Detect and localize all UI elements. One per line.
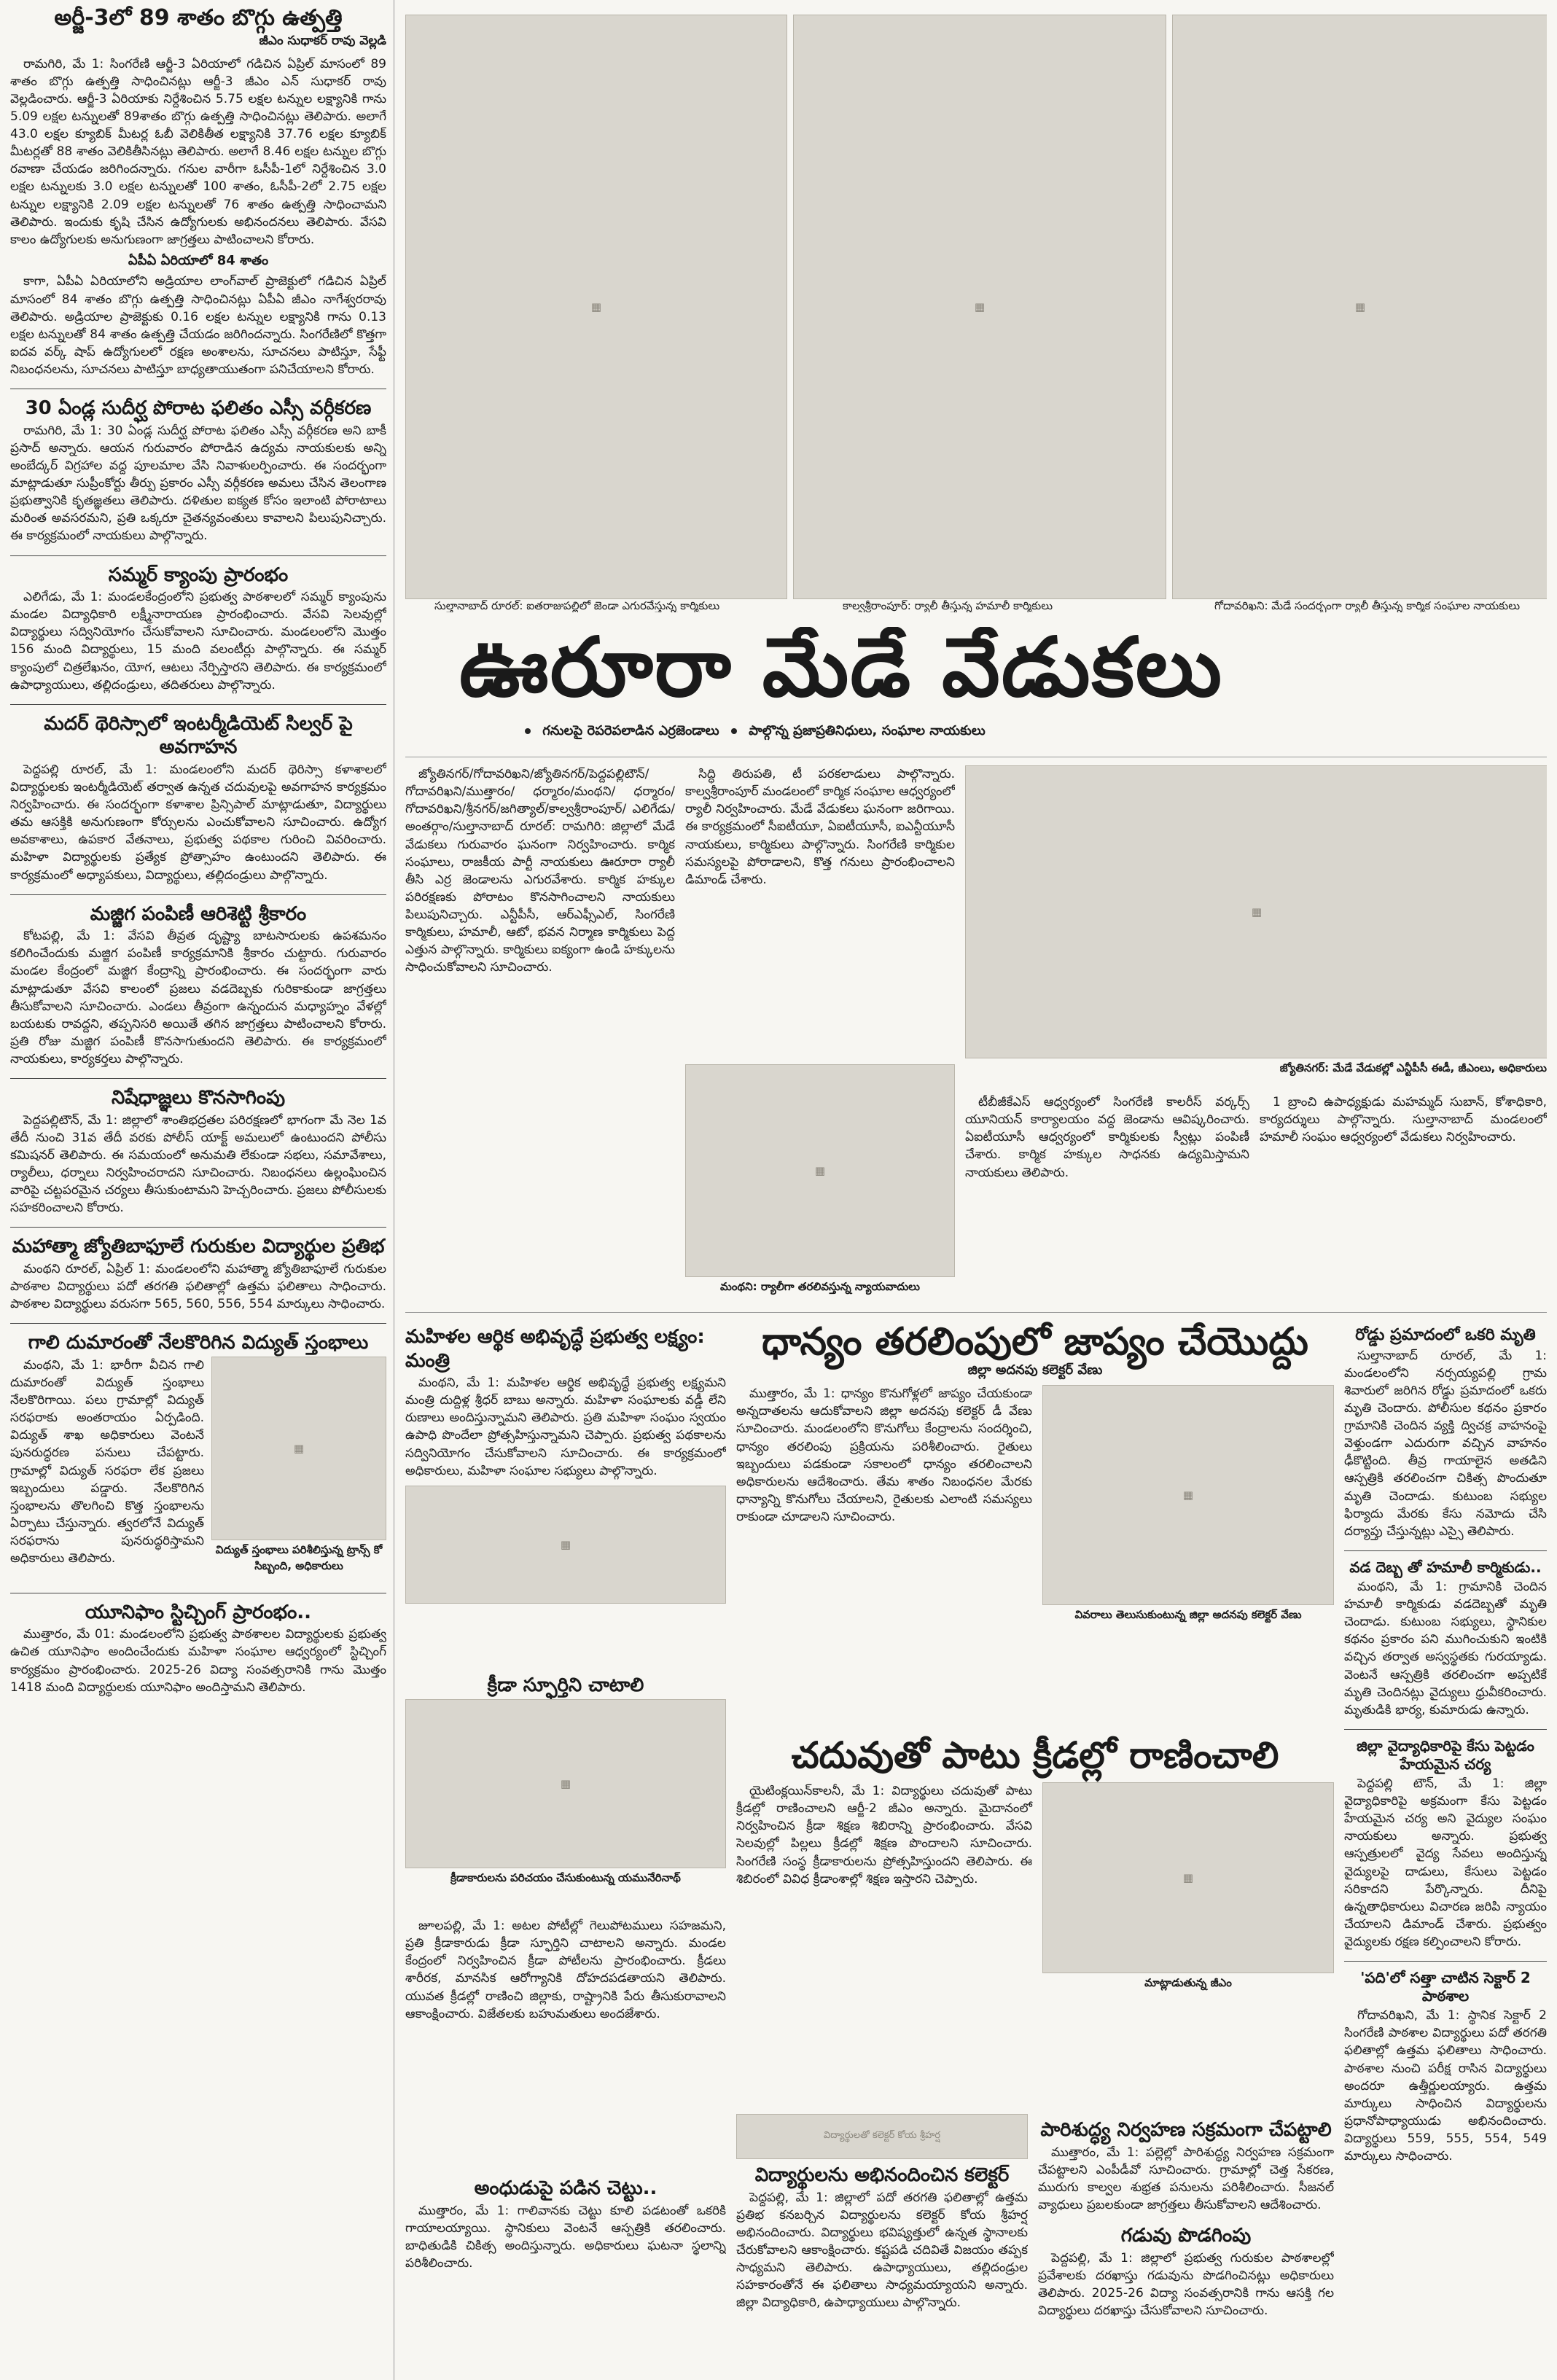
story-gurukul bbox=[10, 1235, 386, 1313]
headline: పారిశుద్ధ్య నిర్వహణ సక్రమంగా చేపట్టాలి bbox=[1040, 2119, 1332, 2141]
divider bbox=[10, 1227, 386, 1228]
byline: జిల్లా అదనపు కలెక్టర్ వేణు bbox=[967, 1362, 1103, 1378]
photo-gm-speaking: ▦ bbox=[1042, 1782, 1334, 1973]
story-women-development bbox=[405, 1321, 726, 1663]
story-road-accident bbox=[1344, 1325, 1547, 1540]
main-headline: ఊరూరా మేడే వేడుకలు bbox=[459, 627, 1224, 715]
divider bbox=[1344, 1961, 1547, 1962]
paragraph: కోటపల్లి, మే 1: వేసవి తీవ్రత దృష్ట్యా బాటసారులకు ఉపశమనం కలిగించేందుకు మజ్జిగ పంపిణీ కార్యక్రమానికి శ్రీకారం చుట్టారు. గురువారం మండల కేంద్రంలో మజ్జిగ కేంద్రాన్ని ప్రారంభించారు. ఈ సందర్భంగా వారు మాట్లాడుతూ వేసవి కాలంలో ప్రజలు వడదెబ్బకు గురికాకుండా జాగ్రత్తలు తీసుకోవాలని సూచించారు. ఎండలు తీవ్రంగా ఉన్నందున మధ్యాహ్నం వేళల్లో బయటకు రావద్దని, తప్పనిసరి అయితే తగిన జాగ్రత్తలు పాటించాలని కోరారు. ప్రతి రోజు మజ్జిగ పంపిణీ కొనసాగుతుందని తెలిపారు. ఈ కార్యక్రమంలో నాయకులు, కార్యకర్తలు పాల్గొన్నారు. bbox=[10, 929, 386, 1067]
story-uniform bbox=[10, 1601, 386, 1696]
headline: మజ్జిగ పంపిణీ ఆరిశెట్టి శ్రీకారం bbox=[90, 902, 307, 925]
paragraph: జ్యోతినగర్/గోదావరిఖని/జ్యోతినగర్/పెద్దపల్లిటౌన్/గోదావరిఖని/ముత్తారం/ ధర్మారం/మంథని/ ధర్మారం/గోదావరిఖని/శ్రీనగర్/జగిత్యాల్/కాల్వశ్రీరాంపూర్/ ఎలిగేడు/అంతర్గాం/సుల్తానాబాద్ రూరల్: రామగిరి: జిల్లాలో మేడే వేడుకలు గురువారం ఘనంగా నిర్వహించారు. కార్మిక సంఘాలు, రాజకీయ పార్టీ నాయకులు ఊరూరా ర్యాలీ తీసి ఎర్ర జెండాలను ఎగురవేశారు. కార్మిక హక్కుల పరిరక్షణకు పోరాటం కొనసాగించాలని నాయకులు పిలుపునిచ్చారు. ఎన్టీపీసీ, ఆర్ఎఫ్సీఎల్, సింగరేణి కార్మికులు, హమాలీ, ఆటో, భవన నిర్మాణ కార్మికులు పెద్ద ఎత్తున పాల్గొన్నారు. కార్మికులు ఐక్యంగా ఉండి హక్కులను సాధించుకోవాలని సూచించారు. bbox=[405, 767, 675, 975]
photo-sports-players: ▦ bbox=[405, 1699, 726, 1868]
paragraph: ముత్తారం, మే 1: గాలివానకు చెట్టు కూలి పడటంతో ఒకరికి గాయాలయ్యాయి. స్థానికులు వెంటనే ఆస్పత్రికి తరలించారు. బాధితుడికి చికిత్స అందిస్తున్నారు. అధికారులు ఘటనా స్థలాన్ని పరిశీలించారు. bbox=[405, 2203, 726, 2271]
headline: మహిళల ఆర్థిక అభివృద్ధే ప్రభుత్వ లక్ష్యం: మంత్రి bbox=[405, 1326, 705, 1372]
headline: 30 ఏండ్ల సుదీర్ఘ పోరాట ఫలితం ఎస్సీ వర్గీకరణ bbox=[25, 397, 372, 420]
headline: ధాన్యం తరలింపులో జాప్యం చేయొద్దు bbox=[762, 1321, 1308, 1364]
photo-caption: మాట్లాడుతున్న జీఎం bbox=[1144, 1976, 1232, 1989]
photo-caption: జ్యోతినగర్: మేడే వేడుకల్లో ఎన్టీపీసీ ఈడీ, జీఎంలు, అధికారులు bbox=[1279, 1061, 1547, 1074]
byline: జీఎం సుధాకర్ రావు వెల్లడి bbox=[259, 33, 386, 48]
headline: మదర్ థెరిస్సాలో ఇంటర్మీడియెట్ సిల్వర్ పై అవగాహన bbox=[44, 712, 353, 759]
lawyers-photo-block bbox=[685, 1064, 955, 1305]
photo-electric-poles: ▦ bbox=[211, 1357, 386, 1540]
headline: 'పది'లో సత్తా చాటిన సెక్టార్ 2 పాఠశాల bbox=[1360, 1969, 1531, 2005]
paragraph: మంథని, మే 1: గ్రామానికి చెందిన హమాలీ కార్మికుడు వడదెబ్బతో మృతి చెందాడు. కుటుంబ సభ్యులు, స్థానికుల కథనం ప్రకారం పని ముగించుకుని ఇంటికి వచ్చిన తర్వాత అస్వస్థతకు గురయ్యాడు. వెంటనే ఆస్పత్రికి తరలించగా అప్పటికే మృతి చెందినట్లు వైద్యులు ధ్రువీకరించారు. మృతుడికి భార్య, కుమారుడు ఉన్నారు. bbox=[1344, 1579, 1547, 1717]
headline: అంధుడుపై పడిన చెట్టు.. bbox=[474, 2177, 657, 2199]
bullet-icon bbox=[731, 728, 737, 734]
ntpc-photo-block bbox=[965, 765, 1547, 1086]
headline: రోడ్డు ప్రమాదంలో ఒకరి మృతి bbox=[1355, 1326, 1536, 1344]
paragraph: మంథని రూరల్, ఏప్రిల్ 1: మండలంలోని మహాత్మా జ్యోతిబాఫూలే గురుకుల పాఠశాల విద్యార్థులు పదో తరగతి ఫలితాల్లో ఉత్తమ ఫలితాలు సాధించారు. పాఠశాల విద్యార్థులు వరుసగా 565, 560, 556, 554 మార్కులు సాధించారు. bbox=[10, 1261, 386, 1312]
divider bbox=[10, 1078, 386, 1079]
headline: క్రీడా స్ఫూర్తిని చాటాలి bbox=[487, 1674, 644, 1696]
headline: గడువు పొడగింపు bbox=[1120, 2225, 1252, 2247]
photo-flag-hoisting: ▦ bbox=[405, 15, 787, 599]
paragraph: సుల్తానాబాద్ రూరల్, మే 1: మండలంలోని నర్సయ్యపల్లి గ్రామ శివారులో జరిగిన రోడ్డు ప్రమాదంలో ఒకరు మృతి చెందారు. పోలీసుల కథనం ప్రకారం గ్రామానికి చెందిన వ్యక్తి ద్విచక్ర వాహనంపై వెళ్తుండగా ఎదురుగా వచ్చిన వాహనం ఢీకొట్టింది. తీవ్ర గాయాలైన అతడిని ఆస్పత్రికి తరలించగా చికిత్స పొందుతూ మృతి చెందాడు. కుటుంబ సభ్యుల ఫిర్యాదు మేరకు కేసు నమోదు చేసి దర్యాప్తు చేస్తున్నట్లు ఎస్సై తెలిపారు. bbox=[1344, 1348, 1547, 1539]
paragraph: సిద్ధి తిరుపతి, టీ పరకలాడులు పాల్గొన్నారు. కాల్వశ్రీరాంపూర్ మండలంలో కార్మిక సంఘాల ఆధ్వర్యంలో ర్యాలీ నిర్వహించారు. మేడే వేడుకలు ఘనంగా జరిగాయి. ఈ కార్యక్రమంలో సీఐటీయూ, ఏఐటీయూసీ, ఐఎన్టీయూసీ నాయకులు, కార్మికులు పాల్గొన్నారు. సింగరేణి కార్మికుల సమస్యలపై పోరాడాలని, కొత్త గనులు ప్రారంభించాలని డిమాండ్ చేశారు. bbox=[685, 767, 955, 887]
photo-grain-inspection: ▦ bbox=[1042, 1385, 1334, 1605]
divider bbox=[10, 704, 386, 705]
story-sports-body bbox=[405, 1917, 726, 2165]
story-electric-poles bbox=[10, 1331, 386, 1583]
headline: యూనిఫాం స్టిచ్చింగ్ ప్రారంభం.. bbox=[85, 1601, 312, 1623]
paragraph: ముత్తారం, మే 01: మండలంలోని ప్రభుత్వ పాఠశాలల విద్యార్థులకు ప్రభుత్వ ఉచిత యూనిఫాం అందించేందుకు మహిళా సంఘాల ఆధ్వర్యంలో స్టిచ్చింగ్ కార్యక్రమం ప్రారంభించారు. 2025-26 విద్యా సంవత్సరానికి గాను మొత్తం 1418 మంది విద్యార్థులకు యూనిఫాం అందిస్తామని తెలిపారు. bbox=[10, 1627, 386, 1695]
mayday-body-2 bbox=[685, 765, 955, 1057]
photo-caption: సుల్తానాబాద్ రూరల్: ఐతరాజుపల్లిలో జెండా ఎగురవేస్తున్న కార్మికులు bbox=[434, 599, 720, 612]
story-coal-production bbox=[10, 4, 386, 378]
paragraph: పెద్దపల్లి టౌన్, మే 1: జిల్లా వైద్యాధికారిపై అక్రమంగా కేసు పెట్టడం హేయమైన చర్య అని వైద్యుల సంఘం నాయకులు అన్నారు. ప్రభుత్వ ఆస్పత్రులలో వైద్య సేవలు అందిస్తున్న వైద్యులపై దాడులు, కేసులు పెట్టడం సరికాదని పేర్కొన్నారు. దీనిపై ఉన్నతాధికారులు విచారణ జరిపి న్యాయం చేయాలని డిమాండ్ చేశారు. ప్రభుత్వం వైద్యులకు రక్షణ కల్పించాలని కోరారు. bbox=[1344, 1776, 1547, 1949]
story-collector-students bbox=[736, 2114, 1028, 2376]
headline: గాలి దుమారంతో నేలకొరిగిన విద్యుత్ స్తంభాలు bbox=[28, 1332, 369, 1354]
story-buttermilk bbox=[10, 902, 386, 1069]
section-divider bbox=[405, 1312, 1547, 1313]
story-hamali-heatstroke bbox=[1344, 1558, 1547, 1719]
photo-caption: విద్యుత్ స్తంభాలు పరిశీలిస్తున్న ట్రాన్స్ కో సిబ్బంది, అధికారులు bbox=[215, 1542, 383, 1572]
headline: చదువుతో పాటు క్రీడల్లో రాణించాలి bbox=[791, 1735, 1279, 1776]
paragraph: రామగిరి, మే 1: 30 ఏండ్ల సుదీర్ఘ పోరాట ఫలితం ఎస్సీ వర్గీకరణ అని బాకీ ప్రసాద్ అన్నారు. ఆయన గురువారం పోరాడిన ఉద్యమ నాయకులకు అన్ని అంబేద్కర్ విగ్రహాల వద్ద పూలమాల వేసి నివాళులర్పించారు. ఈ సందర్భంగా మాట్లాడుతూ సుప్రీంకోర్టు తీర్పు ప్రకారం ఎస్సీ వర్గీకరణ అమలు చేసిన తెలంగాణ ప్రభుత్వానికి కృతజ్ఞతలు తెలిపారు. దళితుల ఐక్యత కోసం ఇలాంటి పోరాటాలు మరింత అవసరమని, ప్రతి ఒక్కరూ చైతన్యవంతులు కావాలని పిలుపునిచ్చారు. ఈ కార్యక్రమంలో నాయకులు పాల్గొన్నారు. bbox=[10, 423, 386, 544]
paragraph: మంథని, మే 1: మహిళల ఆర్థిక అభివృద్ధే ప్రభుత్వ లక్ష్యమని మంత్రి దుద్దిళ్ల శ్రీధర్ బాబు అన్నారు. మహిళా సంఘాలకు వడ్డీ లేని రుణాలు అందిస్తున్నామని తెలిపారు. ప్రతి మహిళా సంఘం స్వయం ఉపాధి పొందేలా ప్రోత్సహిస్తున్నామని చెప్పారు. ప్రభుత్వ పథకాలను సద్వినియోగం చేసుకోవాలని సూచించారు. ఈ కార్యక్రమంలో అధికారులు, మహిళా సంఘాల సభ్యులు పాల్గొన్నారు. bbox=[405, 1376, 726, 1478]
story-prohibitory-orders bbox=[10, 1086, 386, 1217]
paragraph: ముత్తారం, మే 1: ధాన్యం కొనుగోళ్లలో జాప్యం చేయకుండా అన్నదాతలను ఆదుకోవాలని జిల్లా అదనపు కలెక్టర్ డీ వేణు సూచించారు. మండలంలోని కొనుగోలు కేంద్రాలను సందర్శించి, ధాన్యం తరలింపు ప్రక్రియను పరిశీలించారు. రైతులు ఇబ్బందులు పడకుండా సకాలంలో ధాన్యం తరలించాలని అధికారులను ఆదేశించారు. తేమ శాతం నిబంధనల మేరకు ధాన్యాన్ని కొనుగోలు చేయాలని, రైతులకు ఎలాంటి సమస్యలు రాకుండా చూడాలని సూచించారు. bbox=[736, 1386, 1032, 1525]
photo-lawyers-rally: ▦ bbox=[685, 1064, 955, 1277]
main-headline-block bbox=[437, 627, 1531, 751]
divider bbox=[1344, 1729, 1547, 1730]
photo-godavarikhani-rally: ▦ bbox=[1172, 15, 1547, 599]
divider bbox=[10, 555, 386, 556]
mayday-body-4 bbox=[1260, 1093, 1547, 1305]
headline: వడ దెబ్బ తో హమాలీ కార్మికుడు.. bbox=[1349, 1558, 1542, 1576]
headline: విద్యార్థులను అభినందించిన కలెక్టర్ bbox=[754, 2164, 1010, 2186]
photo-hamali-rally: ▦ bbox=[793, 15, 1166, 599]
paragraph: పెద్దపల్లి, మే 1: జిల్లాలో ప్రభుత్వ గురుకుల పాఠశాలల్లో ప్రవేశాలకు దరఖాస్తు గడువును పొడగించినట్లు అధికారులు తెలిపారు. 2025-26 విద్యా సంవత్సరానికి గాను ఆసక్తి గల విద్యార్థులు దరఖాస్తు చేసుకోవాలని సూచించారు. bbox=[1038, 2250, 1334, 2318]
paragraph: పెద్దపల్లి రూరల్, మే 1: మండలంలోని మదర్ థెరిస్సా కళాశాలలో విద్యార్థులకు ఇంటర్మీడియెట్ తర్వాత ఉన్నత చదువులపై అవగాహన కార్యక్రమం నిర్వహించారు. ఈ సందర్భంగా కళాశాల ప్రిన్సిపాల్ మాట్లాడుతూ, విద్యార్థులు తమ ఆసక్తికి అనుగుణంగా కోర్సులను ఎంచుకోవాలని సూచించారు. ఉద్యోగ అవకాశాలు, ఉపకార వేతనాలు, ప్రభుత్వ పథకాల గురించి వివరించారు. మహిళా విద్యార్థులకు ప్రత్యేక ప్రోత్సాహం ఉంటుందని తెలిపారు. ఈ కార్యక్రమంలో అధ్యాపకులు, విద్యార్థులు, తల్లిదండ్రులు పాల్గొన్నారు. bbox=[10, 762, 386, 883]
right-column bbox=[1344, 1321, 1547, 2371]
paragraph: ముత్తారం, మే 1: పల్లెల్లో పారిశుద్ధ్య నిర్వహణ సక్రమంగా చేపట్టాలని ఎంపీడీవో సూచించారు. గ్రామాల్లో చెత్త సేకరణ, మురుగు కాల్వల శుభ్రత పనులను పరిశీలించారు. సీజనల్ వ్యాధులు ప్రబలకుండా జాగ్రత్తలు తీసుకోవాలని ఆదేశించారు. bbox=[1038, 2145, 1334, 2212]
headline: సమ్మర్ క్యాంపు ప్రారంభం bbox=[108, 563, 289, 586]
photo-ntpc-mayday: ▦ bbox=[965, 765, 1547, 1058]
tagline: పాల్గొన్న ప్రజాప్రతినిధులు, సంఘాల నాయకులు bbox=[749, 723, 986, 738]
headline: నిషేధాజ్ఞలు కొనసాగింపు bbox=[111, 1087, 286, 1109]
mayday-body-1 bbox=[405, 765, 675, 1305]
photo-caption: క్రీడాకారులను పరిచయం చేసుకుంటున్న యమునేరినాథ్ bbox=[450, 1870, 681, 1884]
story-sc-classification bbox=[10, 397, 386, 545]
headline: అర్జీ-3లో 89 శాతం బొగ్గు ఉత్పత్తి bbox=[54, 5, 343, 31]
story-hospital-case bbox=[1344, 1737, 1547, 1951]
photo-caption: గోదావరిఖని: మేడే సందర్భంగా ర్యాలీ తీస్తున్న కార్మిక సంఘాల నాయకులు bbox=[1214, 599, 1521, 612]
photo-minister: ▦ bbox=[405, 1486, 726, 1604]
paragraph: పెద్దపల్లి, మే 1: జిల్లాలో పదో తరగతి ఫలితాల్లో ఉత్తమ ప్రతిభ కనబర్చిన విద్యార్థులను కలెక్టర్ కోయ శ్రీహర్ష అభినందించారు. విద్యార్థులు భవిష్యత్తులో ఉన్నత స్థానాలకు చేరుకోవాలని ఆకాంక్షించారు. కష్టపడి చదివితే విజయం తప్పక సాధ్యమని తెలిపారు. ఉపాధ్యాయులు, తల్లిదండ్రుల సహకారంతోనే ఈ ఫలితాలు సాధ్యమయ్యాయని అన్నారు. జిల్లా విద్యాధికారి, ఉపాధ్యాయులు పాల్గొన్నారు. bbox=[736, 2190, 1028, 2311]
tagline: గనులపై రెపరెపలాడిన ఎర్రజెండాలు bbox=[542, 723, 719, 738]
divider bbox=[1344, 1550, 1547, 1551]
photo-caption: మంథని: ర్యాలీగా తరలివస్తున్న న్యాయవాదులు bbox=[720, 1280, 920, 1293]
paragraph: టీబీజీకేఎస్ ఆధ్వర్యంలో సింగరేణి కాలరీస్ వర్కర్స్ యూనియన్ కార్యాలయం వద్ద జెండాను ఆవిష్కరించారు. ఏఐటీయూసీ ఆధ్వర్యంలో కార్మికులకు స్వీట్లు పంపిణీ చేశారు. కార్మిక హక్కుల సాధనకు ఉద్యమిస్తామని నాయకులు తెలిపారు. bbox=[965, 1095, 1249, 1180]
story-summer-camp bbox=[10, 563, 386, 694]
story-grain-transport bbox=[736, 1321, 1334, 1729]
divider bbox=[10, 1323, 386, 1324]
paragraph: కాగా, ఏపీఏ ఏరియాలోని అడ్రియాల లాంగ్‌వాల్ ప్రాజెక్టులో గడిచిన ఏప్రిల్ మాసంలో 84 శాతం బొగ్గు ఉత్పత్తి సాధించినట్లు ఏపీఏ జీఎం నాగేశ్వరరావు తెలిపారు. అడ్రియాల ప్రాజెక్టుకు 0.16 లక్షల టన్నుల లక్ష్యానికి గాను 0.13 లక్షల టన్నులతో 84 శాతం ఉత్పత్తి చేయడం జరిగిందన్నారు. సింగరేణిలో కొత్తగా ఐదవ వర్క్ షాప్ ఉద్యోగులలో రక్షణ అంశాలను, సూచనలు పాటిస్తూ, సేఫ్టీ నిబంధనలను, సూచనలు పాటిస్తూ బాధ్యతాయుతంగా పనిచేయాలని కోరారు. bbox=[10, 274, 386, 378]
mayday-photo-row bbox=[405, 15, 1547, 612]
headline: మహాత్మా జ్యోతిబాఫూలే గురుకుల విద్యార్థుల ప్రతిభ bbox=[12, 1236, 385, 1258]
photo-caption: వివరాలు తెలుసుకుంటున్న జిల్లా అదనపు కలెక్టర్ వేణు bbox=[1074, 1608, 1302, 1622]
paragraph: గోదావరిఖని, మే 1: స్థానిక సెక్టార్ 2 సింగరేణి పాఠశాల విద్యార్థులు పదో తరగతి ఫలితాల్లో ఉత్తమ ఫలితాలు సాధించారు. పాఠశాల నుంచి పరీక్ష రాసిన విద్యార్థులు అందరూ ఉత్తీర్ణులయ్యారు. ఉత్తమ మార్కులు సాధించిన విద్యార్థులను ప్రధానోపాధ్యాయుడు అభినందించారు. విద్యార్థులు 559, 555, 554, 549 మార్కులు సాధించారు. bbox=[1344, 2008, 1547, 2164]
story-storm-tree bbox=[405, 2172, 726, 2376]
story-sports-spirit bbox=[405, 1669, 726, 1910]
bullet-icon bbox=[525, 728, 531, 734]
mayday-body-3 bbox=[965, 1093, 1249, 1305]
story-mother-teresa bbox=[10, 712, 386, 884]
paragraph: రామగిరి, మే 1: సింగరేణి ఆర్జీ-3 ఏరియాలో గడిచిన ఏప్రిల్ మాసంలో 89 శాతం బొగ్గు ఉత్పత్తి సాధించినట్లు ఆర్జీ-3 జీఎం ఎన్ సుధాకర్ రావు వెల్లడించారు. ఆర్జీ-3 ఏరియాకు నిర్దేశించిన 5.75 లక్షల టన్నుల లక్ష్యానికి గాను 5.09 లక్షల టన్నులతో 89శాతం బొగ్గు ఉత్పత్తి సాధించినట్లు తెలిపారు. అలాగే 43.0 లక్షల క్యూబిక్ మీటర్ల ఓబీ వెలికితీత లక్ష్యానికి 37.76 లక్షల క్యూబిక్ మీటర్లతో 88 శాతం వెలికితీసినట్లు తెలిపారు. అలాగే 8.46 లక్షల టన్నుల బొగ్గు రవాణా చేయడం జరిగిందన్నారు. గనుల వారీగా ఓసీపీ-1లో నిర్దేశించిన 3.0 లక్షల టన్నులకు 3.0 లక్షల టన్నులతో 100 శాతం, ఓసీపీ-2లో 2.75 లక్షల టన్నుల లక్ష్యానికి 2.09 లక్షల టన్నులతో 76 శాతం ఉత్పత్తి సాధించామని తెలిపారు. ఇందుకు కృషి చేసిన ఉద్యోగులకు అభినందనలు తెలిపారు. వేసవి కాలం ఉద్యోగులకు అనుగుణంగా జాగ్రత్తలు పాటించాలని కోరారు. bbox=[10, 56, 386, 247]
paragraph: 1 బ్రాంచి ఉపాధ్యక్షుడు మహమ్మద్ సుబాన్, కోశాధికారి, కార్యదర్శులు పాల్గొన్నారు. సుల్తానాబాద్ మండలంలో హమాలీ సంఘం ఆధ్వర్యంలో వేడుకలు నిర్వహించారు. bbox=[1260, 1095, 1547, 1145]
headline: జిల్లా వైద్యాధికారిపై కేసు పెట్టడం హేయమైన చర్య bbox=[1357, 1736, 1534, 1773]
paragraph: ఎలిగేడు, మే 1: మండలకేంద్రంలోని ప్రభుత్వ పాఠశాలలో సమ్మర్ క్యాంపును మండల విద్యాధికారి లక్ష్మీనారాయణ ప్రారంభించారు. వేసవి సెలవుల్లో విద్యార్థులు సద్వినియోగం చేసుకోవాలని సూచించారు. మండలంలోని మొత్తం 156 మంది విద్యార్థులు, 15 మంది వలంటీర్లు పాల్గొన్నారు. ఈ సమ్మర్ క్యాంపులో చిత్రలేఖనం, యోగ, ఆటలు నేర్పిస్తారని తెలిపారు. ఈ కార్యక్రమంలో ఉపాధ్యాయులు, తల్లిదండ్రులు, తదితరులు పాల్గొన్నారు. bbox=[10, 590, 386, 692]
story-sanitation bbox=[1038, 2114, 1334, 2376]
inner-headline: ఏపీఏ ఏరియాలో 84 శాతం bbox=[128, 252, 269, 268]
left-column bbox=[10, 0, 386, 2380]
story-sector-school bbox=[1344, 1969, 1547, 2165]
paragraph: యైటింక్లయిన్‌కాలనీ, మే 1: విద్యార్థులు చదువుతో పాటు క్రీడల్లో రాణించాలని ఆర్జీ-2 జీఎం అన్నారు. మైదానంలో నిర్వహించిన క్రీడా శిక్షణ శిబిరాన్ని ప్రారంభించారు. వేసవి సెలవుల్లో పిల్లలు క్రీడల్లో శిక్షణ పొందాలని సూచించారు. సింగరేణి సంస్థ క్రీడాకారులను ప్రోత్సహిస్తుందని తెలిపారు. ఈ శిబిరంలో వివిధ క్రీడాంశాల్లో శిక్షణ ఇస్తారని చెప్పారు. bbox=[736, 1784, 1032, 1887]
divider bbox=[10, 894, 386, 895]
photo-caption: కాల్వశ్రీరాంపూర్: ర్యాలీ తీస్తున్న హమాలీ కార్మికులు bbox=[843, 599, 1053, 612]
story-study-and-sports bbox=[736, 1735, 1334, 2114]
paragraph: పెద్దపల్లిటౌన్, మే 1: జిల్లాలో శాంతిభద్రతల పరిరక్షణలో భాగంగా మే నెల 1వ తేదీ నుంచి 31వ తేదీ వరకు పోలీస్ యాక్ట్ అమలులో ఉంటుందని పోలీసు కమిషనర్ తెలిపారు. ఈ సమయంలో అనుమతి లేకుండా సభలు, సమావేశాలు, ర్యాలీలు, ధర్నాలు నిర్వహించరాదని సూచించారు. నిబంధనలు ఉల్లంఘించిన వారిపై చట్టపరమైన చర్యలు తీసుకుంటామని హెచ్చరించారు. ప్రజలు పోలీసులకు సహకరించాలని కోరారు. bbox=[10, 1112, 386, 1216]
photo-collector-students: విద్యార్థులతో కలెక్టర్ కోయ శ్రీహర్ష bbox=[736, 2114, 1028, 2159]
paragraph: జూలపల్లి, మే 1: అటల పోటీల్లో గెలుపోటములు సహజమని, ప్రతి క్రీడాకారుడు క్రీడా స్ఫూర్తిని చాటాలని అన్నారు. మండల కేంద్రంలో నిర్వహించిన క్రీడా పోటీలను ప్రారంభించారు. క్రీడలు శారీరక, మానసిక ఆరోగ్యానికి దోహదపడతాయని తెలిపారు. యువత క్రీడల్లో రాణించి జిల్లాకు, రాష్ట్రానికి పేరు తీసుకురావాలని ఆకాంక్షించారు. విజేతలకు బహుమతులు అందజేశారు. bbox=[405, 1919, 726, 2021]
paragraph: మంథని, మే 1: భారీగా వీచిన గాలి దుమారంతో విద్యుత్ స్తంభాలు నేలకొరిగాయి. పలు గ్రామాల్లో విద్యుత్ సరఫరాకు అంతరాయం ఏర్పడింది. విద్యుత్ శాఖ అధికారులు వెంటనే పునరుద్ధరణ పనులు చేపట్టారు. గ్రామాల్లో విద్యుత్ సరఫరా లేక ప్రజలు ఇబ్బందులు పడ్డారు. నేలకొరిగిన స్తంభాలను తొలగించి కొత్త స్తంభాలను ఏర్పాటు చేస్తున్నారు. త్వరలోనే విద్యుత్ సరఫరాను పునరుద్ధరిస్తామని అధికారులు తెలిపారు. bbox=[10, 1357, 204, 1566]
